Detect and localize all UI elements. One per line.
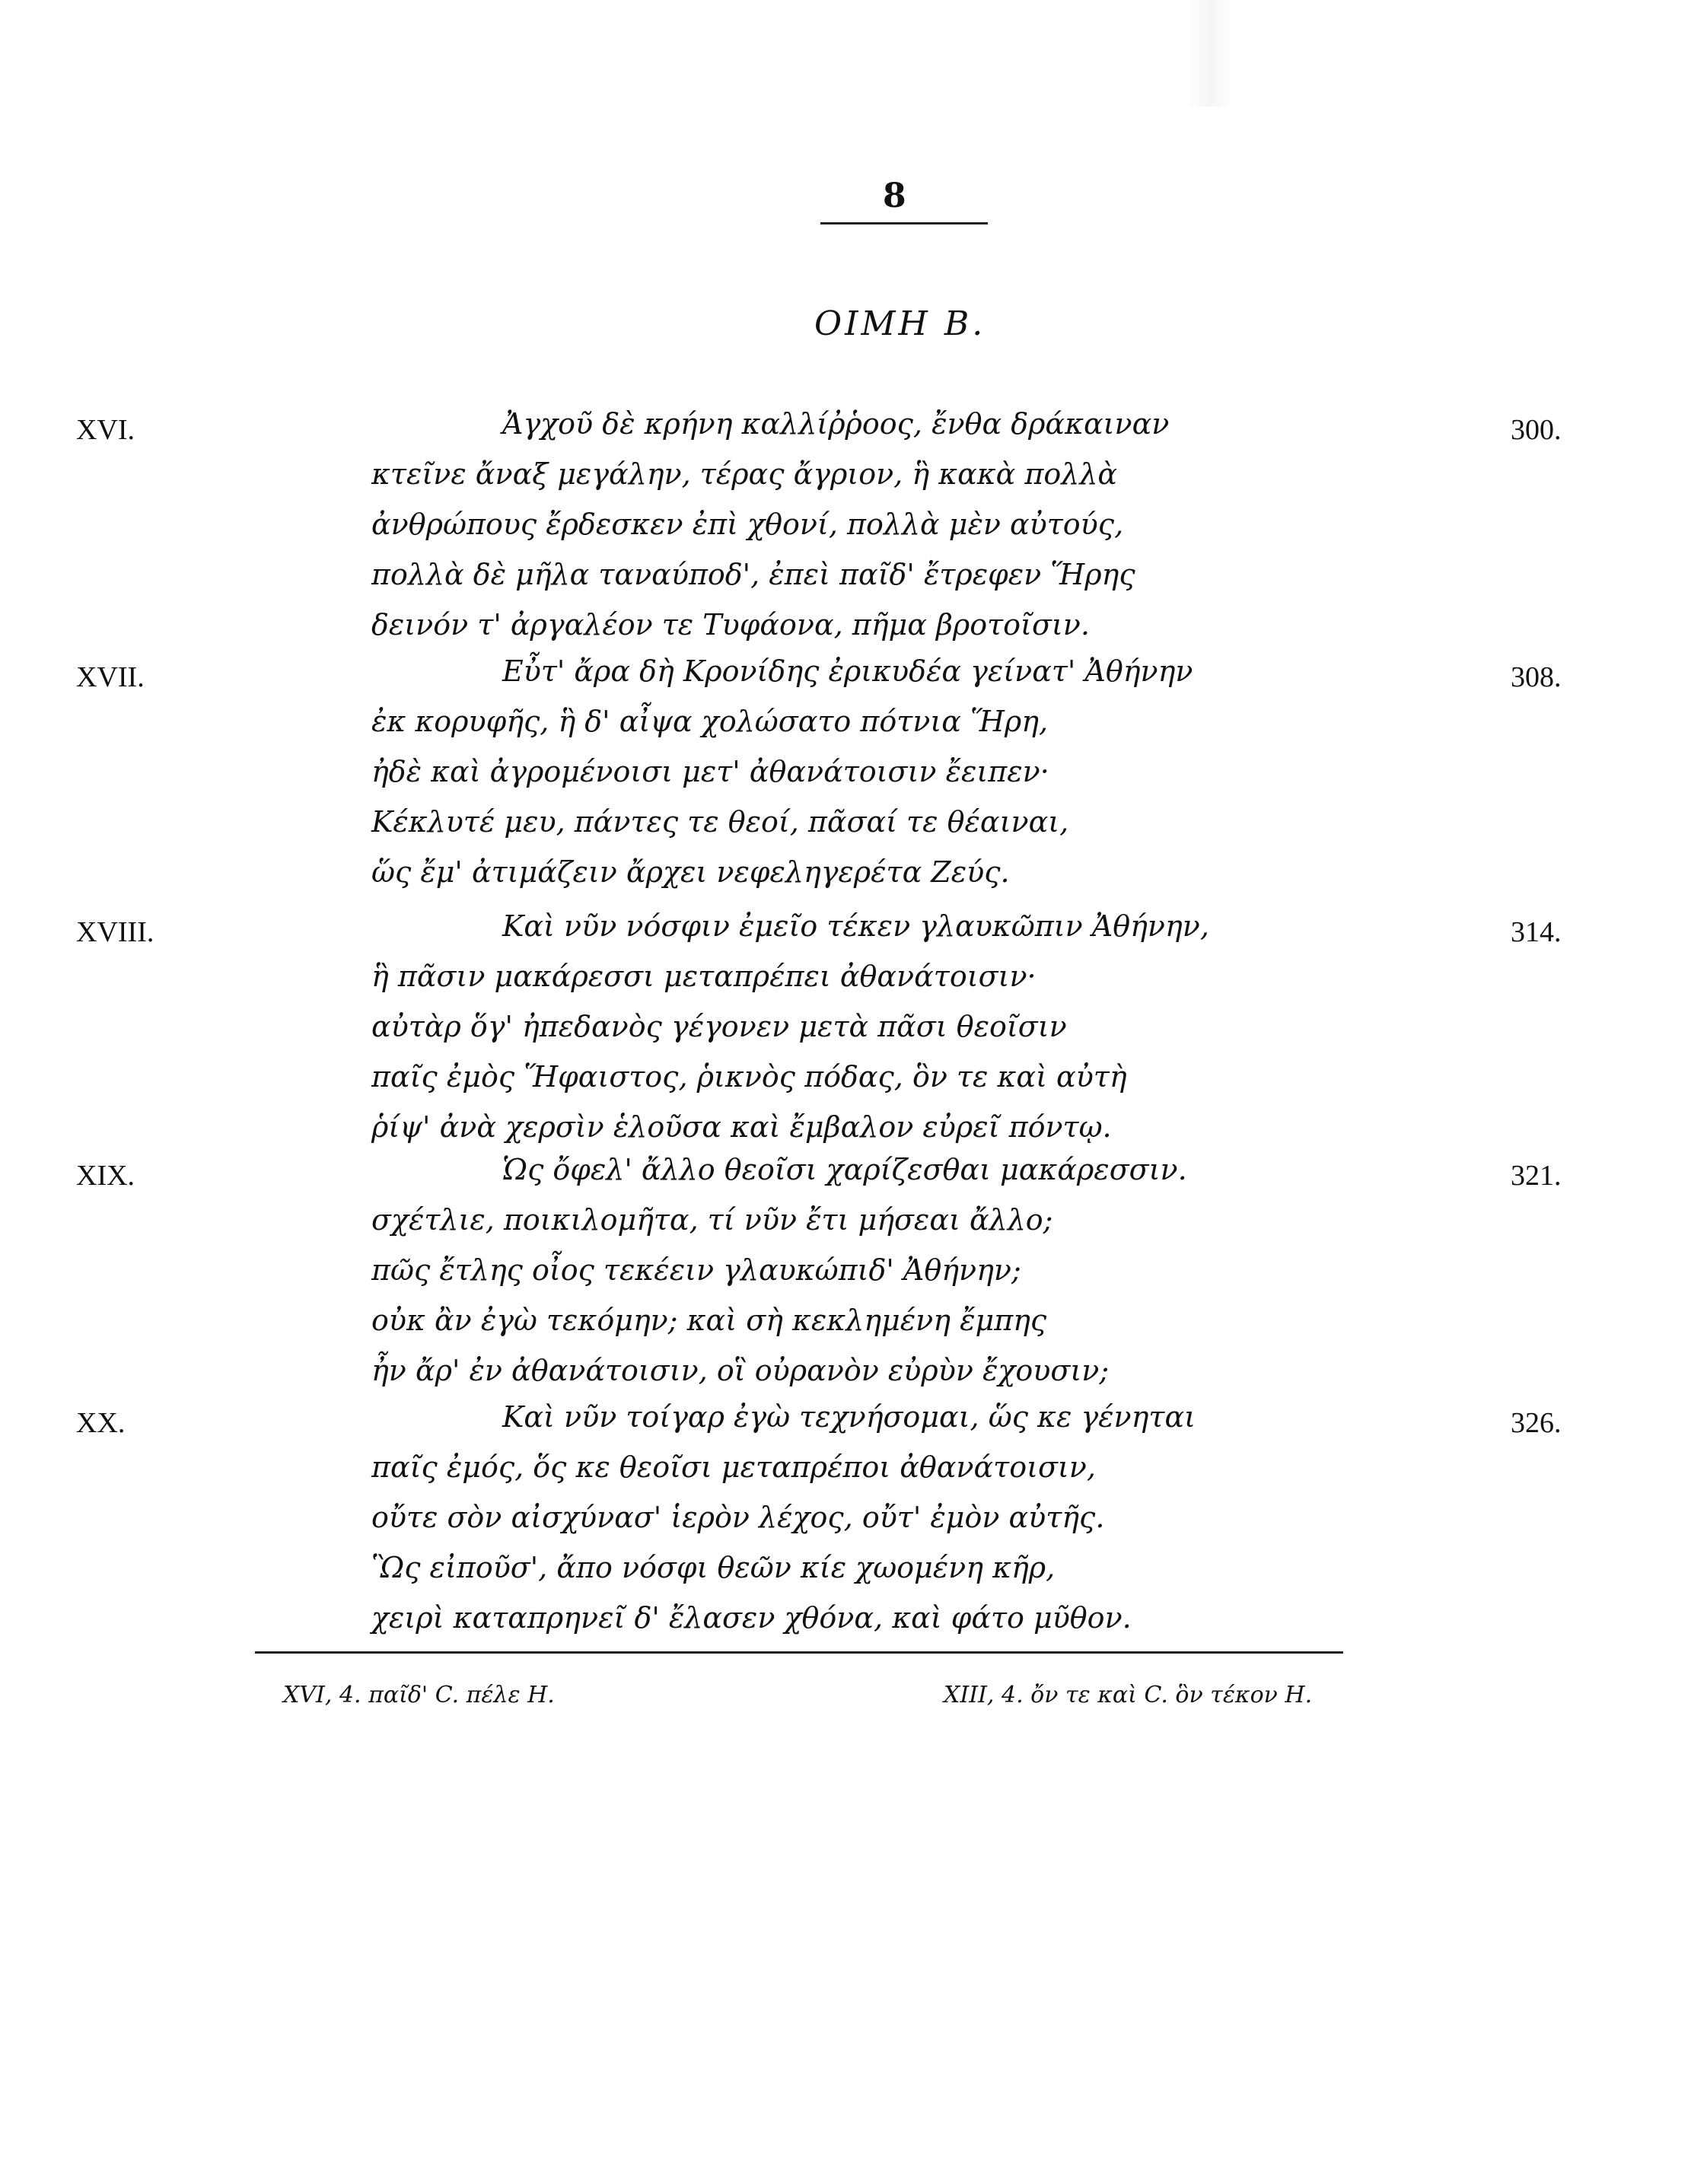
footnote-right: XIII, 4. ὄν τε καὶ C. ὃν τέκον H.	[944, 1682, 1313, 1708]
stanza-roman-numeral: XVII.	[76, 661, 145, 693]
verse-line: Ὡς ὄφελ' ἄλλο θεοῖσι χαρίζεσθαι μακάρεσσιν.	[502, 1153, 1187, 1186]
verse-line: ἐκ κορυφῆς, ἣ δ' αἶψα χολώσατο πότνια Ἥρη,	[371, 705, 1049, 738]
verse-line: ἀνθρώπους ἔρδεσκεν ἐπὶ χθονί, πολλὰ μὲν αὐτούς,	[371, 508, 1124, 541]
verse-line: Ἀγχοῦ δὲ κρήνη καλλίῤῥοος, ἔνθα δράκαιναν	[502, 407, 1170, 441]
stanza-line-number: 314.	[1511, 916, 1562, 948]
verse-line: ἣ πᾶσιν μακάρεσσι μεταπρέπει ἀθανάτοισιν·	[371, 960, 1037, 993]
verse-line: ὥς ἔμ' ἀτιμάζειν ἄρχει νεφεληγερέτα Ζεύς.	[371, 855, 1010, 889]
stanza-line-number: 321.	[1511, 1160, 1562, 1192]
stanza-xvii	[0, 654, 1691, 913]
footnote-left: XVI, 4. παῖδ' C. πέλε H.	[283, 1682, 555, 1708]
section-title: ΟΙΜΗ Β.	[814, 304, 986, 343]
verse-line: αὐτὰρ ὅγ' ἠπεδανὸς γέγονεν μετὰ πᾶσι θεοῖσιν	[371, 1010, 1067, 1043]
page-number: 8	[883, 177, 906, 215]
header-rule	[820, 222, 988, 224]
verse-line: πολλὰ δὲ μῆλα ταναύποδ', ἐπεὶ παῖδ' ἔτρεφεν Ἥρης	[371, 558, 1135, 591]
stanza-xviii	[0, 909, 1691, 1168]
paper-fold-shadow	[1187, 0, 1233, 107]
verse-line: Κέκλυτέ μευ, πάντες τε θεοί, πᾶσαί τε θέαιναι,	[371, 805, 1069, 839]
verse-line: κτεῖνε ἄναξ μεγάλην, τέρας ἄγριον, ἣ κακὰ πολλὰ	[371, 457, 1118, 491]
verse-line: οὐκ ἂν ἐγὼ τεκόμην; καὶ σὴ κεκλημένη ἔμπης	[371, 1304, 1047, 1337]
stanza-line-number: 326.	[1511, 1407, 1562, 1439]
verse-line: ἦν ἄρ' ἐν ἀθανάτοισιν, οἳ οὐρανὸν εὐρὺν ἔχουσιν;	[371, 1354, 1110, 1387]
verse-line: χειρὶ καταπρηνεῖ δ' ἔλασεν χθόνα, καὶ φάτο μῦθον.	[371, 1601, 1132, 1635]
stanza-xix	[0, 1153, 1691, 1412]
verse-line: σχέτλιε, ποικιλομῆτα, τί νῦν ἔτι μήσεαι ἄλλο;	[371, 1203, 1053, 1237]
stanza-roman-numeral: XVIII.	[76, 916, 154, 948]
verse-line: πῶς ἔτλης οἶος τεκέειν γλαυκώπιδ' Ἀθήνην;	[371, 1253, 1021, 1287]
verse-line: παῖς ἐμὸς Ἥφαιστος, ῥικνὸς πόδας, ὃν τε καὶ αὐτὴ	[371, 1060, 1127, 1094]
stanza-line-number: 308.	[1511, 661, 1562, 693]
verse-line: δεινόν τ' ἀργαλέον τε Τυφάονα, πῆμα βροτοῖσιν.	[371, 608, 1090, 642]
stanza-xx	[0, 1400, 1691, 1659]
verse-line: Εὖτ' ἄρα δὴ Κρονίδης ἐρικυδέα γείνατ' Ἀθήνην	[502, 654, 1193, 688]
verse-line: ἠδὲ καὶ ἀγρομένοισι μετ' ἀθανάτοισιν ἔειπεν·	[371, 755, 1049, 788]
footnote-rule	[255, 1651, 1343, 1654]
verse-line: παῖς ἐμός, ὅς κε θεοῖσι μεταπρέποι ἀθανάτοισιν,	[371, 1450, 1096, 1484]
stanza-xvi	[0, 407, 1691, 666]
verse-line: Ὣς εἰποῦσ', ἄπο νόσφι θεῶν κίε χωομένη κῆρ,	[371, 1551, 1056, 1584]
stanza-line-number: 300.	[1511, 414, 1562, 446]
stanza-roman-numeral: XVI.	[76, 414, 135, 446]
verse-line: ῥίψ' ἀνὰ χερσὶν ἑλοῦσα καὶ ἔμβαλον εὐρεῖ πόντῳ.	[371, 1110, 1112, 1144]
verse-line: Καὶ νῦν τοίγαρ ἐγὼ τεχνήσομαι, ὥς κε γένηται	[502, 1400, 1196, 1434]
stanza-roman-numeral: XX.	[76, 1407, 126, 1439]
verse-line: οὔτε σὸν αἰσχύνασ' ἱερὸν λέχος, οὔτ' ἐμὸν αὐτῆς.	[371, 1501, 1105, 1534]
stanza-roman-numeral: XIX.	[76, 1160, 135, 1192]
verse-line: Καὶ νῦν νόσφιν ἐμεῖο τέκεν γλαυκῶπιν Ἀθήνην,	[502, 909, 1209, 943]
